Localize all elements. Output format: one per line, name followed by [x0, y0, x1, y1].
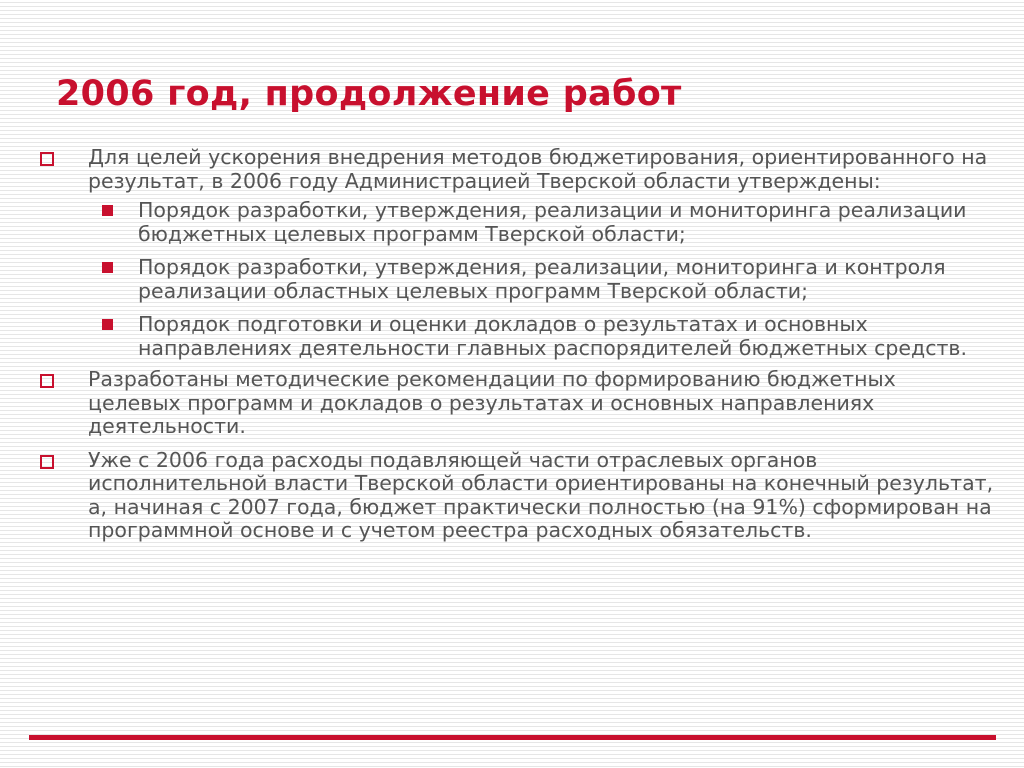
bullet-item-1	[34, 146, 994, 360]
sub-bullet-item-3	[88, 313, 994, 360]
hollow-square-bullet-icon	[40, 455, 54, 469]
filled-square-bullet-icon	[102, 205, 113, 216]
footer-divider-line	[29, 735, 996, 740]
sub-bullet-item-2-text: Порядок разработки, утверждения, реализации, мониторинга и контроля реализации областных целевых программ Тверской области;	[138, 255, 946, 303]
sub-bullet-list	[88, 199, 994, 360]
filled-square-bullet-icon	[102, 262, 113, 273]
bullet-item-3-text: Уже с 2006 года расходы подавляющей части отраслевых органов исполнительной власти Тверской области ориентированы на конечный результат, а, начиная с 2007 года, бюджет практически полностью (на 91%) сформирован на программной основе и с учетом реестра расходных обязательств.	[88, 447, 994, 542]
sub-bullet-item-3-text: Порядок подготовки и оценки докладов о результатах и основных направлениях деятельности главных распорядителей бюджетных средств.	[138, 312, 968, 360]
slide-body	[34, 146, 994, 553]
bullet-item-2-text: Разработаны методические рекомендации по формированию бюджетных целевых программ и докладов о результатах и основных направлениях деятельности.	[88, 367, 896, 438]
filled-square-bullet-icon	[102, 319, 113, 330]
hollow-square-bullet-icon	[40, 374, 54, 388]
slide-title: 2006 год, продолжение работ	[56, 74, 682, 114]
sub-bullet-item-1	[88, 199, 994, 246]
bullet-item-1-text: Для целей ускорения внедрения методов бюджетирования, ориентированного на результат, в 2006 году Администрацией Тверской области утверждены:	[88, 145, 988, 193]
bullet-item-3	[34, 449, 994, 543]
bullet-item-2	[34, 368, 994, 439]
sub-bullet-item-2	[88, 256, 994, 303]
sub-bullet-item-1-text: Порядок разработки, утверждения, реализации и мониторинга реализации бюджетных целевых программ Тверской области;	[138, 198, 967, 246]
hollow-square-bullet-icon	[40, 152, 54, 166]
